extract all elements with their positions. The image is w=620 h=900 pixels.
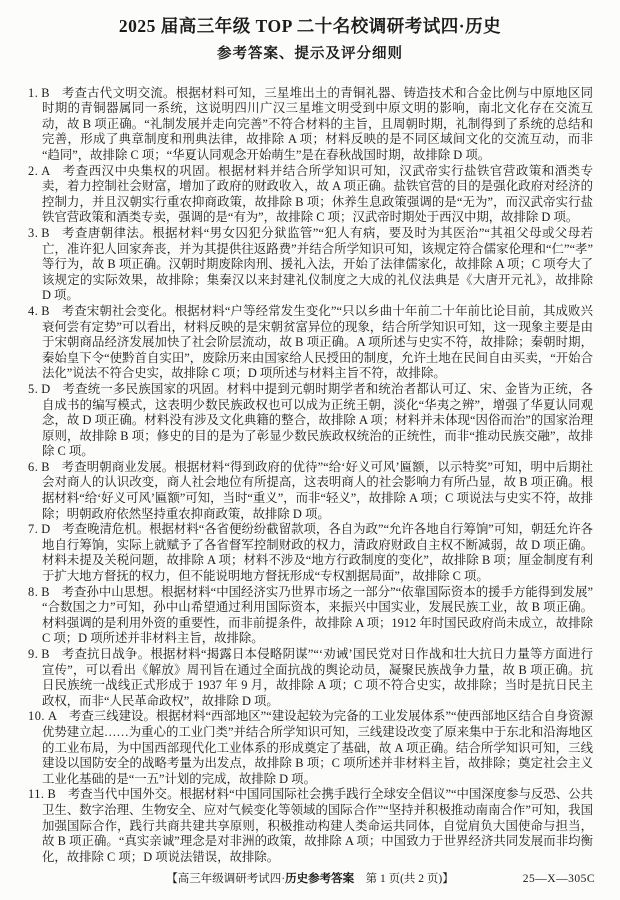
answer-choice: B (47, 787, 56, 802)
answer-item (28, 86, 593, 164)
answer-number: 10. (28, 709, 45, 724)
answer-explanation: 考查古代文明交流。根据材料可知，三星堆出土的青铜礼器、铸造技术和合金比例与中原地区同时期的青铜器属同一系统，这说明四川广汉三星堆文明受到中原文明的影响，南北文化存在交流互动，故 B 项正确。“礼制发展并走向完善”不符合材料的主旨，且周朝时期，礼制得到了系统的总结和完善，形成了典章制度和刑典法律，故排除 A 项；材料反映的是不同区域间文化的交流互动，而非“趋同”，故排除 C 项；“华夏认同观念开始萌生”是在春秋战国时期，故排除 D 项。 (42, 85, 593, 162)
footer-caption-title: 历史参考答案 (285, 873, 355, 885)
answer-choice: D (41, 381, 51, 396)
page-subtitle: 参考答案、提示及评分细则 (217, 45, 403, 62)
answer-explanation: 考查晚清危机。根据材料“各省便纷纷截留款项，各自为政”“允许各地自行筹饷”可知，朝廷允许各地自行筹饷，实际上就赋予了各省督军控制财政的权力，清政府财政自主权不断减弱，故 D 项正确。材料未提及关税问题，故排除 A 项；材料不涉及“地方行政制度的变化”，故排除 B 项；厘金制度有利于扩大地方督抚的权力，但不能说明地方督抚形成“专权割据局面”，故排除 C 项。 (42, 522, 593, 584)
answer-choice: B (41, 303, 50, 318)
answer-choice: B (41, 225, 50, 240)
answer-number: 3. (28, 225, 39, 240)
answer-number: 5. (28, 381, 39, 396)
answer-explanation: 考查孙中山思想。根据材料“中国经济实乃世界市场之一部分”“依靠国际资本的援手方能得到发展”“合数国之力”可知，孙中山希望通过利用国际资本，来振兴中国实业，发展民族工业，故 B 项正确。材料强调的是利用外资的重要性，而非前提条件，故排除 A 项；1912 年时国民政府尚未成立，故排除 C 项；D 项所述并非材料主旨，故排除。 (42, 584, 593, 646)
answer-number: 2. (28, 163, 39, 178)
answer-number: 9. (28, 647, 39, 661)
answer-explanation: 考查抗日战争。根据材料“揭露日本侵略阴谋”“‘劝诫’国民党对日作战和壮大抗日力量等方面进行宣传”，可以看出《解放》周刊旨在通过全面抗战的舆论动员，凝聚民族战争力量，故 B 项正确。抗日民族统一战线正式形成于 1937 年 9 月，故排除 A 项；C 项不符合史实，故排除；当时是抗日民主政权，而非“人民革命政权”，故排除 D 项。 (42, 647, 593, 708)
answer-item (28, 709, 593, 787)
answer-number: 8. (28, 584, 39, 599)
page-title: 2025 届高三年级 TOP 二十名校调研考试四·历史 (118, 16, 502, 36)
answer-explanation: 考查明朝商业发展。根据材料“得到政府的优待”“给‘好义可风’匾额，以示特奖”可知，明中后期社会对商人的认识改变，商人社会地位有所提高，这表明商人的社会影响力有所凸显，故 B 项正确。根据材料“给‘好义可风’匾额”可知，当时“重义”，而非“轻义”，故排除 A 项；C 项说法与史实不符，故排除；明朝政府依然坚持重农抑商政策，故排除 D 项。 (42, 459, 593, 521)
answer-item (28, 787, 593, 865)
answer-item (28, 226, 593, 304)
paper-code: 25—X—305C (522, 873, 595, 885)
answer-number: 1. (28, 85, 39, 100)
answer-explanation: 考查三线建设。根据材料“西部地区”“建设起较为完备的工业发展体系”“使西部地区结合自身资源优势建立起……为重心的工业门类”并结合所学知识可知，三线建设改变了原来集中于东北和沿海地区的工业布局，为中国西部现代化工业体系的形成奠定了基础，故 A 项正确。结合所学知识可知，三线建设以国防安全的战略考量为出发点，故排除 B 项；C 项所述并非材料主旨，故排除；奠定社会主义工业化基础的是“一五”计划的完成，故排除 D 项。 (42, 709, 593, 786)
answer-item (28, 647, 593, 709)
answer-item (28, 585, 593, 647)
answer-choice: A (48, 709, 57, 724)
footer-page-number: 第 1 页(共 2 页)】 (354, 873, 454, 885)
answer-number: 11. (28, 787, 45, 802)
answer-explanation: 考查统一多民族国家的巩固。材料中提到元朝时期学者和统治者都认可辽、宋、金皆为正统，各自成书的编写模式，这表明少数民族政权也可以成为正统王朝，淡化“华夷之辨”，增强了华夏认同观念，故 D 项正确。材料没有涉及文化典籍的整合，故排除 A 项；材料并未体现“因俗而治”的国家治理原则，故排除 B 项；修史的目的是为了彰显少数民族政权统治的正统性，而非“推动民族交融”，故排除 C 项。 (42, 381, 593, 459)
answer-item (28, 382, 593, 460)
answer-item (28, 460, 593, 522)
page-footer (0, 871, 620, 887)
answer-choice: D (41, 522, 51, 537)
answer-explanation: 考查宋朝社会变化。根据材料“户等经常发生变化”“只以乡曲十年前二十年前比论目前，其成败兴衰何尝有定势”可以看出，材料反映的是宋朝贫富异位的现象，结合所学知识可知，这一现象主要是由于宋朝商品经济发展加快了社会阶层流动，故 B 项正确。A 项所述与史实不符，故排除；秦朝时期，秦始皇下令“使黔首自实田”，废除历来由国家给人民授田的制度，允许土地在民间自由买卖，“开始合法化”说法不符合史实，故排除 C 项；D 项所述与材料主旨不符，故排除。 (42, 303, 593, 381)
answer-item (28, 522, 593, 584)
answer-choice: B (41, 584, 50, 599)
footer-caption-prefix: 【高三年级调研考试四· (166, 873, 286, 885)
answer-item (28, 164, 593, 226)
answers-list (28, 86, 593, 866)
answer-choice: B (41, 459, 50, 474)
answer-explanation: 考查当代中国外交。根据材料“中国同国际社会携手践行全球安全倡议”“中国深度参与反恐、公共卫生、数字治理、生物安全、应对气候变化等领域的国际合作”“坚持并积极推动南南合作”可知，我国加强国际合作，践行共商共建共享原则，积极推动构建人类命运共同体，自觉肩负大国使命与担当，故 B 项正确。“真实亲诚”理念是对非洲的政策，故排除 A 项；中国致力于世界经济共同发展而非均衡化，故排除 C 项；D 项说法错误，故排除。 (42, 787, 593, 864)
answer-choice: B (41, 85, 50, 100)
answer-number: 7. (28, 522, 39, 537)
answer-choice: B (41, 647, 50, 661)
answer-number: 6. (28, 459, 39, 474)
answer-item (28, 304, 593, 382)
answer-explanation: 考查西汉中央集权的巩固。根据材料并结合所学知识可知，汉武帝实行盐铁官营政策和酒类专卖，着力控制社会财富，增加了政府的财政收入，故 A 项正确。盐铁官营的目的是强化政府对经济的控制力，并且汉朝实行重农抑商政策，故排除 B 项；休养生息政策强调的是“无为”，而汉武帝实行盐铁官营政策和酒类专卖，强调的是“有为”，故排除 C 项；汉武帝时期处于西汉中期，故排除 D 项。 (42, 163, 593, 225)
answer-number: 4. (28, 303, 39, 318)
answer-choice: A (41, 163, 51, 178)
answer-explanation: 考查唐朝律法。根据材料“男女囚犯分狱监管”“犯人有病，要及时为其医治”“其祖父母或父母若亡，准许犯人回家奔丧，并为其提供往返路费”并结合所学知识可知，该规定符合儒家伦理和“仁”“孝”等行为，故 B 项正确。汉朝时期废除肉刑、援礼入法，开始了法律儒家化，故排除 A 项；C 项夸大了该规定的实际效果，故排除；集秦汉以来封建礼仪制度之大成的礼仪法典是《大唐开元礼》，故排除 D 项。 (42, 225, 593, 303)
